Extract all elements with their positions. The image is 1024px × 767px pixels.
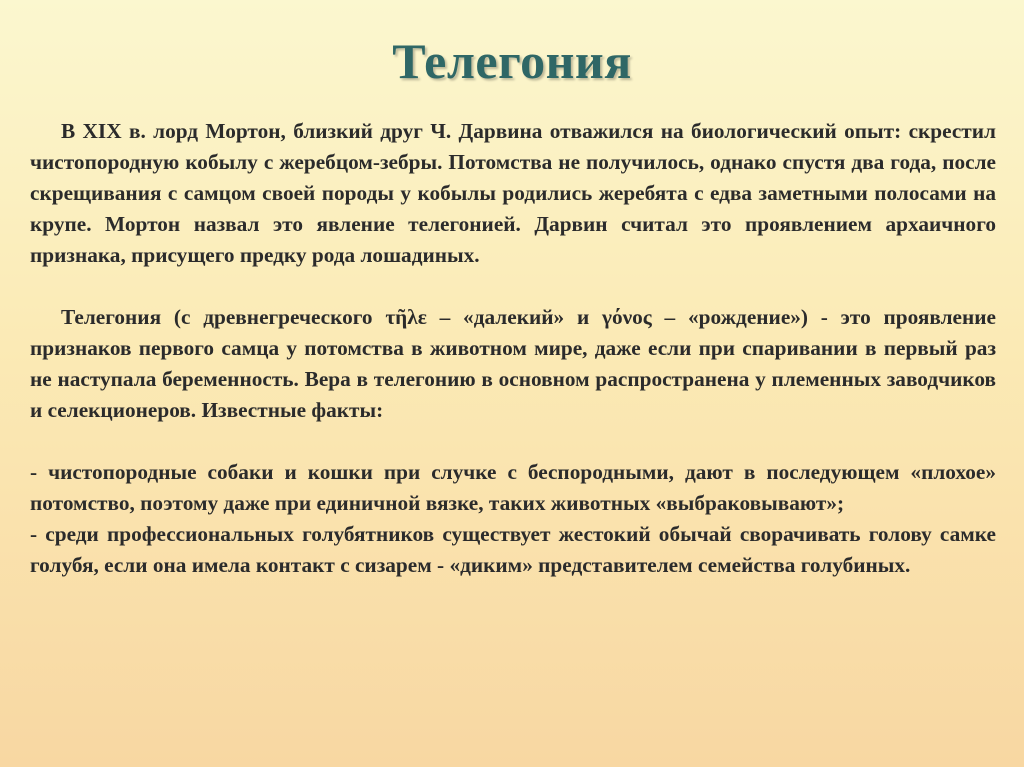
paragraph-telegony-definition: Телегония (с древнегреческого τῆλε – «далекий» и γόνος – «рождение») - это проявление признаков первого самца у потомства в животном мире, даже если при спаривании в первый раз не наступала беременность. Вера в телегонию в основном распространена у племенных заводчиков и селекционеров. Известные факты: xyxy=(30,305,996,422)
slide-body xyxy=(30,116,996,581)
slide-title: Телегония xyxy=(392,33,632,89)
list-item-pigeons: - среди профессиональных голубятников существует жестокий обычай сворачивать голову самке голубя, если она имела контакт с сизарем - «диким» представителем семейства голубиных. xyxy=(30,522,996,577)
list-item-dogs-cats: - чистопородные собаки и кошки при случке с беспородными, дают в последующем «плохое» потомство, поэтому даже при единичной вязке, таких животных «выбраковывают»; xyxy=(30,460,996,515)
paragraph-spacer xyxy=(30,426,996,457)
paragraph-spacer xyxy=(30,271,996,302)
paragraph-morton-experiment: В XIX в. лорд Мортон, близкий друг Ч. Дарвина отважился на биологический опыт: скрестил чистопородную кобылу с жеребцом-зебры. Потомства не получилось, однако спустя два года, после скрещивания с самцом своей породы у кобылы родились жеребята с едва заметными полосами на крупе. Мортон назвал это явление телегонией. Дарвин считал это проявлением архаичного признака, присущего предку рода лошадиных. xyxy=(30,119,996,267)
